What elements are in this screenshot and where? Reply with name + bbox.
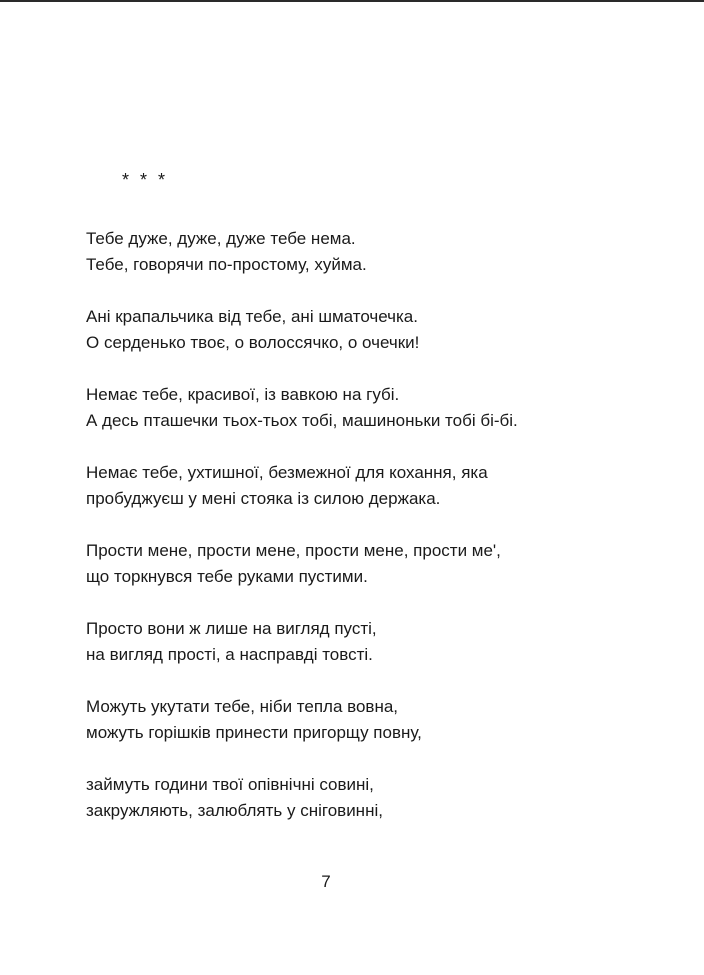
stanza	[86, 772, 666, 824]
section-ornament: * * *	[122, 170, 169, 190]
poem-line: Тебе, говорячи по-простому, хуйма.	[86, 255, 367, 274]
poem-line: закружляють, залюблять у сніговинні,	[86, 801, 383, 820]
poem-line: Прости мене, прости мене, прости мене, прости ме',	[86, 541, 501, 560]
poem-line: на вигляд прості, а насправді товсті.	[86, 645, 373, 664]
poem-line: Ані крапальчика від тебе, ані шматочечка.	[86, 307, 418, 326]
top-border-line	[0, 0, 704, 2]
poem-line: Немає тебе, красивої, із вавкою на губі.	[86, 385, 400, 404]
poem-line: пробуджуєш у мені стояка із силою держака.	[86, 489, 441, 508]
stanza	[86, 304, 666, 356]
page-number: 7	[321, 872, 331, 891]
stanza	[86, 694, 666, 746]
poem-line: Просто вони ж лише на вигляд пусті,	[86, 619, 377, 638]
poem-line: що торкнувся тебе руками пустими.	[86, 567, 368, 586]
poem-line: займуть години твої опівнічні совині,	[86, 775, 374, 794]
poem-line: Немає тебе, ухтишної, безмежної для кохання, яка	[86, 463, 488, 482]
poem-line: А десь пташечки тьох-тьох тобі, машиноньки тобі бі-бі.	[86, 411, 518, 430]
poem-line: Тебе дуже, дуже, дуже тебе нема.	[86, 229, 356, 248]
poem-line: Можуть укутати тебе, ніби тепла вовна,	[86, 697, 399, 716]
stanza	[86, 382, 666, 434]
stanza	[86, 538, 666, 590]
stanza	[86, 460, 666, 512]
stanza	[86, 616, 666, 668]
poem-body	[86, 226, 666, 850]
stanza	[86, 226, 666, 278]
poem-line: можуть горішків принести пригорщу повну,	[86, 723, 422, 742]
poem-line: О серденько твоє, о волоссячко, о очечки!	[86, 333, 420, 352]
